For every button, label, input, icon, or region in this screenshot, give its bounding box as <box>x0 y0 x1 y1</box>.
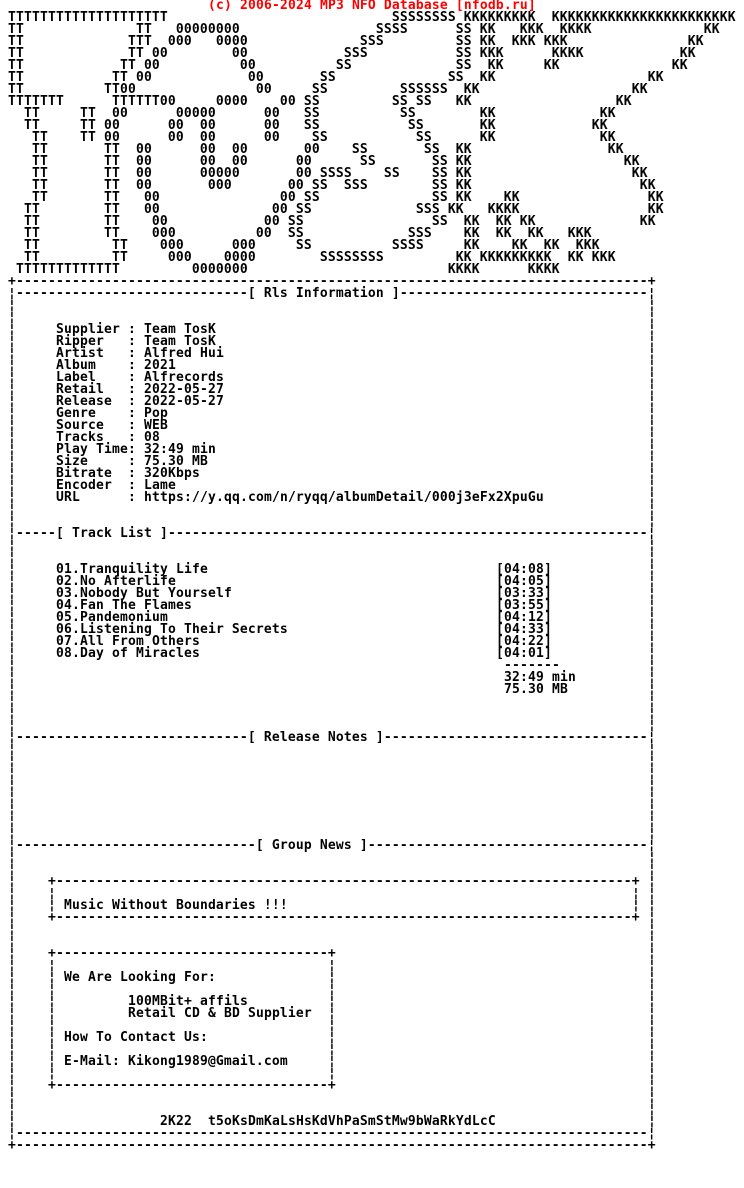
looking-for-heading-row <box>0 972 744 984</box>
section-header-track-list <box>0 528 744 540</box>
slogan-box-bottom-border <box>0 912 744 924</box>
ascii-art-line: TT TT 000 00 SS SSS KK KK KK KKK <box>0 226 592 241</box>
field-label: ¦ Size <box>56 454 88 469</box>
track-duration: [04:05] <box>496 574 552 589</box>
field-separator: : <box>128 334 136 349</box>
blank-row <box>0 744 744 756</box>
field-value: Team TosK <box>144 334 216 349</box>
total-time-row <box>0 672 744 684</box>
border-corner <box>48 910 56 925</box>
ascii-art-line: TT TT 00 00 SS SSS KK KKKK KK <box>0 202 664 217</box>
section-title: [ Group News ] <box>255 838 368 853</box>
field-value: 2022-05-27 <box>144 394 224 409</box>
field-separator: : <box>128 442 136 457</box>
section-header-rls-information <box>0 288 744 300</box>
track-duration: [04:01] <box>496 646 552 661</box>
field-value: Team TosK <box>144 322 216 337</box>
track-duration: [03:55] <box>496 598 552 613</box>
section-title: [ Release Notes ] <box>247 730 384 745</box>
field-label: ¦ Play Time <box>56 442 128 457</box>
field-label: ¦ Supplier <box>56 322 120 337</box>
ascii-art-line: TT TTT 000 0000 SSS SS KK KKK KKK KK <box>0 34 704 49</box>
field-label: ¦ Bitrate <box>56 466 112 481</box>
track-title: All From Others <box>80 634 200 649</box>
ascii-art-logo <box>0 12 736 276</box>
track-duration: [04:12] <box>496 610 552 625</box>
ascii-art-line: TT TT 00 00 SS SS KK KK <box>0 70 664 85</box>
ascii-art-line: TT TT 00 00 00 00 SS SS KK KK <box>0 154 640 169</box>
ascii-art-line: TTTTTTT TTTTTT00 0000 00 SS SS SS KK KK <box>0 94 632 109</box>
field-separator: : <box>128 478 136 493</box>
border-corner <box>8 1138 16 1153</box>
inner-border <box>48 876 640 888</box>
header-dashes: ----- <box>16 526 56 541</box>
field-value: Alfred Hui <box>144 346 224 361</box>
ascii-art-line: TT TT 00 00 SSS SS KKK KKKK KK <box>0 46 696 61</box>
track-title: Listening To Their Secrets <box>80 622 288 637</box>
total-size: ¦ 75.30 MB <box>504 682 568 697</box>
track-duration: [04:22] <box>496 634 552 649</box>
border-dashes: ------------------------------------------------------------------------------- <box>16 274 648 289</box>
field-label: ¦ Source <box>56 418 104 433</box>
blank-row <box>0 804 744 816</box>
field-value: WEB <box>144 418 168 433</box>
field-separator: : <box>128 346 136 361</box>
release-info-field-row <box>0 420 744 432</box>
ascii-art-line: TTTTTTTTTTTTTTTTTTTT SSSSSSSS KKKKKKKKK KKKKKKKKKKKKKKKKKKKKKKK <box>0 10 736 25</box>
field-separator: : <box>128 430 136 445</box>
contact-box-blank-row <box>0 984 744 996</box>
ascii-art-line: TT TT 00 00 00 00 SS SS KK KK <box>0 130 616 145</box>
contact-email[interactable]: ¦ E-Mail: Kikong1989@Gmail.com <box>64 1054 288 1069</box>
field-value: 75.30 MB <box>144 454 208 469</box>
field-label: ¦ Genre <box>56 406 96 421</box>
blank-row <box>0 300 744 312</box>
blank-row <box>0 852 744 864</box>
field-separator: : <box>128 490 136 505</box>
section-title: [ Track List ] <box>55 526 168 541</box>
field-label: ¦ Label <box>56 370 96 385</box>
border-dashes: ------------------------------------------------------------------------ <box>56 874 632 889</box>
border-dashes: ---------------------------------- <box>56 946 328 961</box>
release-info-field-row <box>0 348 744 360</box>
header-dashes: ----------------------------------- <box>367 838 648 853</box>
field-separator: : <box>128 358 136 373</box>
inner-border <box>48 912 640 924</box>
ascii-art-line: TT TT 00 00000 00 SS SS KK KK <box>0 106 616 121</box>
contact-heading-row <box>0 1032 744 1044</box>
track-number: ¦ 02. <box>56 574 80 589</box>
field-label: ¦ Release <box>56 394 112 409</box>
ascii-art-line: TTTTTTTTTTTTT 0000000 KKKK KKKK <box>0 262 560 277</box>
release-url[interactable]: https://y.qq.com/n/ryqq/albumDetail/000j3eFx2XpuGu <box>144 490 544 505</box>
ascii-art-line: TT TT 00 000 00 SS SSS SS KK KK <box>0 178 656 193</box>
ascii-art-line: TT TT 000 0000 SSSSSSSS KK KKKKKKKKK KK KKK <box>0 250 616 265</box>
track-number: ¦ 01. <box>56 562 80 577</box>
track-title: Fan The Flames <box>80 598 192 613</box>
field-separator: : <box>128 454 136 469</box>
contact-box-top-border <box>0 948 744 960</box>
looking-for-item-row <box>0 996 744 1008</box>
section-header-group-news <box>0 840 744 852</box>
totals-divider-row <box>0 660 744 672</box>
track-number: ¦ 07. <box>56 634 80 649</box>
border-dashes: ------------------------------------------------------------------------------- <box>16 1126 648 1141</box>
field-separator: : <box>128 394 136 409</box>
border-dashes: ---------------------------------- <box>56 1078 328 1093</box>
field-separator: : <box>128 382 136 397</box>
release-info-field-row <box>0 408 744 420</box>
section-title: [ Rls Information ] <box>247 286 400 301</box>
ascii-art-line: TT TT 00000000 SSSS SS KK KKK KKKK KK <box>0 22 720 37</box>
field-label: ¦ Retail <box>56 382 104 397</box>
ascii-art-line: TT TT 000 000 SS SSSS KK KK KK KKK <box>0 238 600 253</box>
track-title: Day of Miracles <box>80 646 200 661</box>
field-label: ¦ URL <box>56 490 80 505</box>
blank-row <box>0 696 744 708</box>
field-value: 320Kbps <box>144 466 200 481</box>
blank-row <box>0 756 744 768</box>
track-number: ¦ 08. <box>56 646 80 661</box>
release-info-field-row <box>0 372 744 384</box>
header-dashes: ------------------------------- <box>399 286 648 301</box>
total-play-time: ¦ 32:49 min <box>504 670 576 685</box>
section-header-release-notes <box>0 732 744 744</box>
track-number: ¦ 04. <box>56 598 80 613</box>
looking-for-item: ¦ Retail CD & BD Supplier <box>128 1006 312 1021</box>
border-corner <box>632 910 640 925</box>
field-value: Alfrecords <box>144 370 224 385</box>
nfodb-watermark: (c) 2006-2024 MP3 NFO Database [nfodb.ru] <box>208 0 536 13</box>
ascii-art-line: TT TT 00 00 SS SS KK KK KK <box>0 58 688 73</box>
track-title: Tranquility Life <box>80 562 208 577</box>
field-separator: : <box>128 406 136 421</box>
looking-for-heading: ¦ We Are Looking For: <box>64 970 216 985</box>
inner-border <box>48 1080 336 1092</box>
field-value: 2022-05-27 <box>144 382 224 397</box>
blank-row <box>0 540 744 552</box>
blank-row <box>0 780 744 792</box>
contact-heading: ¦ How To Contact Us: <box>64 1030 208 1045</box>
track-number: ¦ 06. <box>56 622 80 637</box>
release-info-field-row <box>0 336 744 348</box>
field-value: Lame <box>144 478 176 493</box>
release-info-field-row <box>0 324 744 336</box>
ascii-art-line: TT TT 00 00000 00 SSSS SS SS KK KK <box>0 166 648 181</box>
blank-row <box>0 768 744 780</box>
border-corner <box>48 1078 56 1093</box>
totals-divider: ¦ ------- <box>504 658 560 673</box>
field-separator: : <box>128 418 136 433</box>
header-dashes: ------------------------------------------------------------ <box>167 526 648 541</box>
blank-row <box>0 924 744 936</box>
border-corner <box>648 1138 656 1153</box>
field-value: Pop <box>144 406 168 421</box>
field-value: 08 <box>144 430 160 445</box>
ascii-art-line: TT TT 00 00 00 00 SS SS KK KK <box>0 118 608 133</box>
field-separator: : <box>128 370 136 385</box>
track-number: ¦ 05. <box>56 610 80 625</box>
release-info-field-row <box>0 492 744 504</box>
ascii-art-line: TT TT00 00 SS SSSSSS KK KK <box>0 82 648 97</box>
border-dashes: ------------------------------------------------------------------------ <box>56 910 632 925</box>
release-info-field-row <box>0 396 744 408</box>
looking-for-item-row <box>0 1008 744 1020</box>
border-corner <box>328 1078 336 1093</box>
blank-row <box>0 792 744 804</box>
release-info-field-row <box>0 444 744 456</box>
field-value: 32:49 min <box>144 442 216 457</box>
contact-box-bottom-border <box>0 1080 744 1092</box>
email-row <box>0 1056 744 1068</box>
header-dashes: ----------------------------- <box>16 286 248 301</box>
total-size-row <box>0 684 744 696</box>
looking-for-item: ¦ 100MBit+ affils <box>128 994 248 1009</box>
field-separator: : <box>128 466 136 481</box>
field-label: ¦ Encoder <box>56 478 112 493</box>
header-dashes: ----------------------------- <box>16 730 248 745</box>
inner-border <box>48 948 336 960</box>
release-info-field-row <box>0 360 744 372</box>
blank-row <box>0 504 744 516</box>
track-row <box>0 648 744 660</box>
blank-row <box>0 816 744 828</box>
footer-tagline: ¦ 2K22 t5oKsDmKaLsHsKdVhPaSmStMw9bWaRkYdLcC <box>160 1114 496 1129</box>
field-value: 2021 <box>144 358 176 373</box>
field-label: ¦ Album <box>56 358 96 373</box>
track-duration: [03:33] <box>496 586 552 601</box>
ascii-art-line: TT TT 00 00 00 00 SS SS KK KK <box>0 142 624 157</box>
border-dashes: ------------------------------------------------------------------------------- <box>16 1138 648 1153</box>
header-dashes: ------------------------------ <box>16 838 256 853</box>
track-title: No Afterlife <box>80 574 176 589</box>
ascii-art-line: TT TT 00 00 SS SS KK KK KK <box>0 190 664 205</box>
blank-row <box>0 708 744 720</box>
track-title: Nobody But Yourself <box>80 586 232 601</box>
track-duration: [04:08] <box>496 562 552 577</box>
track-title: Pandemonium <box>80 610 168 625</box>
track-duration: [04:33] <box>496 622 552 637</box>
blank-row <box>0 1092 744 1104</box>
track-number: ¦ 03. <box>56 586 80 601</box>
field-label: ¦ Tracks <box>56 430 104 445</box>
group-slogan: ¦ Music Without Boundaries !!! <box>64 898 288 913</box>
nfo-main-box <box>0 276 744 1152</box>
main-box-bottom-border <box>0 1140 744 1152</box>
field-label: ¦ Artist <box>56 346 104 361</box>
field-label: ¦ Ripper <box>56 334 104 349</box>
ascii-art-line: TT TT 00 00 SS SS KK KK KK KK <box>0 214 656 229</box>
header-dashes: --------------------------------- <box>383 730 648 745</box>
field-separator: : <box>128 322 136 337</box>
